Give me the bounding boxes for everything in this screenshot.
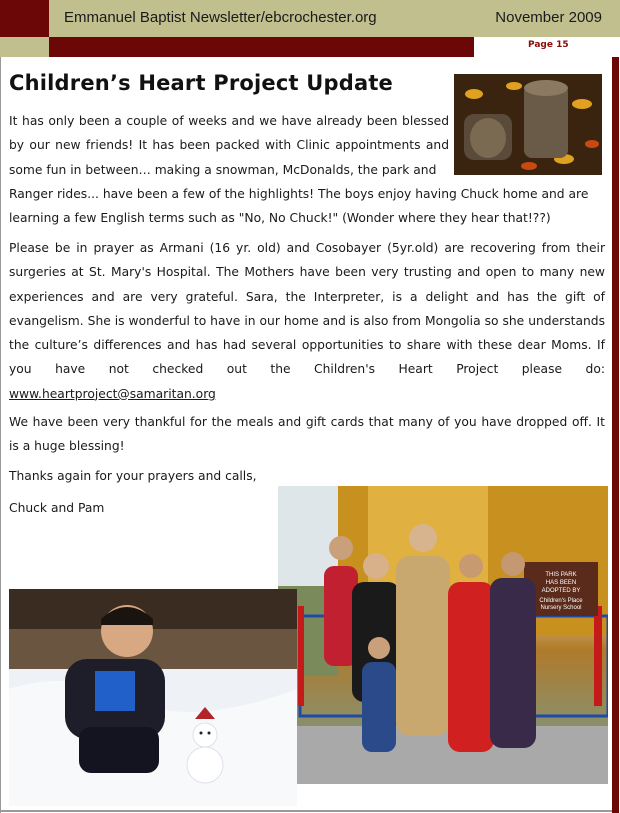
bottom-border bbox=[0, 810, 612, 812]
header-maroon-bar bbox=[49, 37, 474, 57]
header-accent-square-2 bbox=[0, 37, 49, 57]
paragraph-2 bbox=[9, 236, 605, 406]
heart-project-link[interactable]: www.heartproject@samaritan.org bbox=[9, 386, 216, 401]
paragraph-1-continued: Ranger rides... have been a few of the highlights! The boys enjoy having Chuck home and are learning a few English terms such as "No, No Chuck!" (Wonder where they hear that!??) bbox=[9, 187, 589, 226]
park-sign-text: THIS PARK HAS BEEN ADOPTED BY Children's Place Nursery School bbox=[539, 572, 583, 611]
closing-line: Thanks again for your prayers and calls, bbox=[9, 469, 257, 483]
newsletter-title: Emmanuel Baptist Newsletter/ebcrochester.org bbox=[64, 9, 377, 26]
page-number: Page 15 bbox=[528, 40, 569, 50]
autumn-leaves-photo bbox=[454, 74, 602, 175]
paragraph-1-wrapped: It has only been a couple of weeks and we have already been blessed by our new friends! It has been packed with Clinic appointments and some fun in between… making a snowman, McDonalds, the park and bbox=[9, 114, 449, 177]
signature: Chuck and Pam bbox=[9, 501, 105, 515]
article-title: Children’s Heart Project Update bbox=[9, 71, 394, 95]
left-border bbox=[0, 57, 1, 813]
header-accent-square bbox=[0, 0, 49, 37]
issue-date: November 2009 bbox=[495, 9, 602, 26]
child-snowman-photo bbox=[9, 589, 297, 806]
right-border bbox=[612, 57, 619, 813]
family-group-photo bbox=[278, 486, 608, 784]
paragraph-3: We have been very thankful for the meals and gift cards that many of you have dropped off. It is a huge blessing! bbox=[9, 415, 605, 454]
paragraph-2-text: Please be in prayer as Armani (16 yr. old) and Cosobayer (5yr.old) are recovering from their surgeries at St. Mary's Hospital. The Mothers have been very trusting and open to many new experiences and are very grateful. Sara, the Interpreter, is a delight and has the gift of evangelism. She is wonderful to have in our home and is also from Mongolia so she understands the culture’s differences and has had several opportunities to share with these dear Moms. If you have not checked out the Children's Heart Project please do: bbox=[9, 241, 605, 377]
